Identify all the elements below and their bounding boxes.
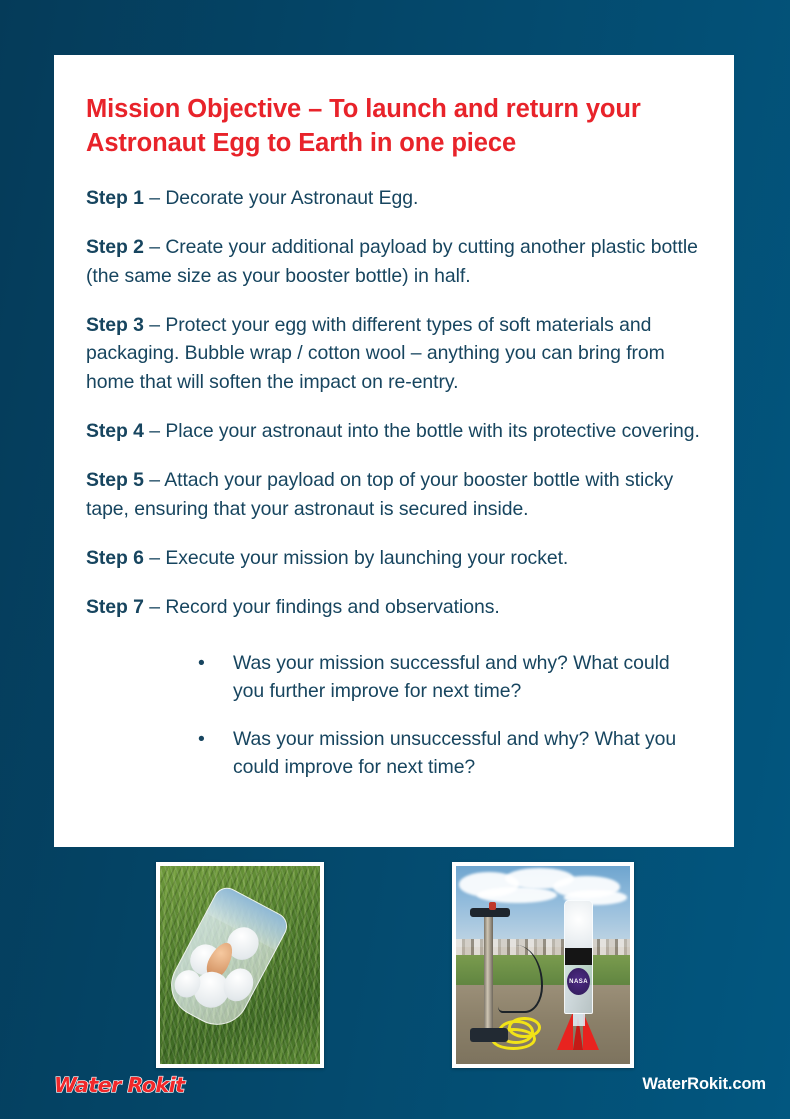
ground	[456, 985, 630, 1064]
water-rokit-logo[interactable]: Water Rokit	[54, 1073, 185, 1097]
list-item	[198, 726, 702, 782]
question-text-1: Was your mission successful and why? What could you further improve for next time?	[233, 651, 670, 702]
rocket-tape	[565, 948, 593, 965]
water-rocket	[564, 900, 594, 1015]
page-footer	[0, 1067, 790, 1119]
step-text-2: – Create your additional payload by cutting another plastic bottle (the same size as your booster bottle) in half.	[86, 235, 698, 287]
step-paragraph-2	[86, 233, 702, 291]
step-label-4: Step 4	[86, 420, 144, 443]
step-paragraph-4	[86, 417, 702, 446]
step-text-3: – Protect your egg with different types of soft materials and packaging. Bubble wrap / cotton wool – anything you can bring from home that will soften the impact on re-entry.	[86, 313, 665, 394]
step-label-1: Step 1	[86, 186, 144, 209]
nasa-badge: NASA	[567, 968, 590, 995]
step-text-6: – Execute your mission by launching your rocket.	[143, 546, 569, 569]
step-label-7: Step 7	[86, 595, 144, 618]
bullet-icon: •	[198, 727, 205, 750]
list-item	[198, 650, 702, 706]
cloud	[477, 887, 557, 903]
photo-bottle-payload-on-grass	[156, 862, 324, 1068]
rocket-payload-cotton	[565, 901, 593, 948]
step-paragraph-1	[86, 184, 702, 213]
bullet-icon: •	[198, 651, 205, 674]
question-text-2: Was your mission unsuccessful and why? What you could improve for next time?	[233, 727, 677, 778]
step-text-7: – Record your findings and observations.	[143, 595, 500, 618]
rocket-fin	[583, 1012, 599, 1050]
photo-pump-and-rocket	[452, 862, 634, 1068]
step-paragraph-5	[86, 466, 702, 524]
photo-row	[0, 862, 790, 1068]
step-label-3: Step 3	[86, 313, 144, 336]
step-label-2: Step 2	[86, 235, 144, 258]
photo-image	[160, 866, 320, 1064]
step-paragraph-7	[86, 593, 702, 622]
step-text-5: – Attach your payload on top of your booster bottle with sticky tape, ensuring that your astronaut is secured inside.	[86, 469, 674, 521]
sky	[456, 866, 630, 947]
step-label-5: Step 5	[86, 469, 144, 492]
instructions-card	[54, 55, 734, 847]
rocket-nozzle	[573, 1013, 585, 1027]
step-label-6: Step 6	[86, 546, 144, 569]
photo-image	[456, 866, 630, 1064]
step-paragraph-3	[86, 311, 702, 398]
pump-shaft	[484, 916, 493, 1031]
reflection-question-list	[86, 650, 702, 782]
website-url[interactable]: WaterRokit.com	[642, 1075, 766, 1093]
step-text-4: – Place your astronaut into the bottle with its protective covering.	[143, 420, 700, 443]
step-text-1: – Decorate your Astronaut Egg.	[143, 186, 419, 209]
rocket-fin	[557, 1012, 573, 1050]
pump-base	[470, 1028, 508, 1042]
card-content	[54, 55, 734, 812]
mission-objective-heading: Mission Objective – To launch and return your Astronaut Egg to Earth in one piece	[86, 95, 641, 157]
green-field	[456, 955, 630, 987]
step-paragraph-6	[86, 544, 702, 573]
pump-gauge	[489, 902, 496, 910]
